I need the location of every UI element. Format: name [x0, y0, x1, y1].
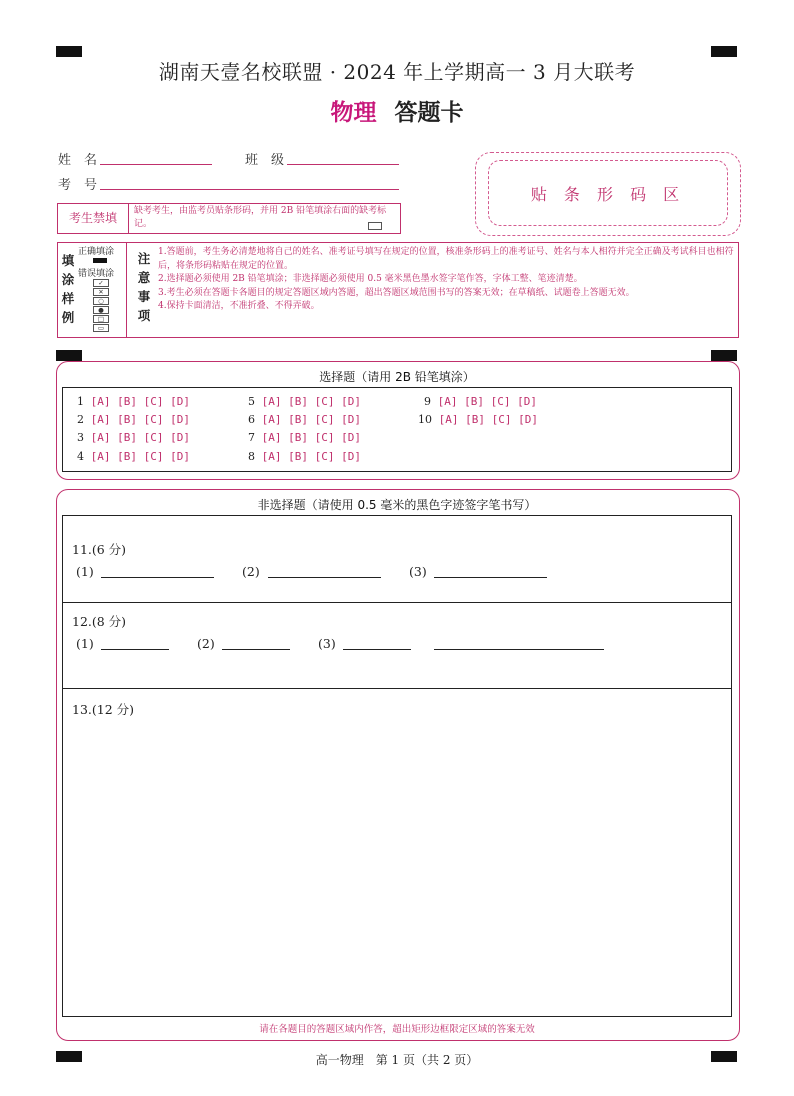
mcq-question[interactable]: 9 [A] [B] [C] [D] — [424, 395, 537, 408]
divider-vertical — [126, 243, 127, 337]
note-item: 3.考生必须在答题卡各题目的规定答题区域内答题，超出答题区域范围书写的答案无效；在草稿纸、试题卷上答题无效。 — [158, 287, 635, 298]
q11-part-1-label: (1) — [76, 564, 94, 579]
alignment-mark-mid-left — [56, 350, 82, 361]
q11-label: 11.(6 分) — [72, 542, 127, 557]
mcq-question[interactable]: 4 [A] [B] [C] [D] — [77, 450, 190, 463]
mcq-question[interactable]: 8 [A] [B] [C] [D] — [248, 450, 361, 463]
page-footer: 高一物理 第 1 页（共 2 页） — [315, 1053, 479, 1067]
mcq-question[interactable]: 6 [A] [B] [C] [D] — [248, 413, 361, 426]
q11-part-2-label: (2) — [242, 564, 260, 579]
class-label: 班 级 — [245, 153, 285, 168]
q12-part-1-answer[interactable] — [101, 649, 169, 650]
q13-label: 13.(12 分) — [72, 702, 135, 717]
answer-area-warning: 请在各题目的答题区域内作答，超出矩形边框限定区域的答案无效 — [259, 1024, 535, 1035]
mcq-question[interactable]: 7 [A] [B] [C] [D] — [248, 431, 361, 444]
card-label: 答题卡 — [394, 99, 464, 126]
mcq-question[interactable]: 2 [A] [B] [C] [D] — [77, 413, 190, 426]
notes-list — [158, 246, 734, 314]
page-title — [0, 94, 794, 127]
class-field[interactable] — [287, 164, 399, 165]
absent-mark-box[interactable] — [368, 222, 382, 230]
note-item: 1.答题前，考生务必清楚地将自己的姓名、准考证号填写在规定的位置，核准条形码上的准考证号、姓名与本人相符并完全正确及考试科目也相符后，将条形码粘贴在规定的位置。 — [158, 247, 734, 271]
q11-part-1-answer[interactable] — [101, 577, 214, 578]
alignment-mark-mid-right — [711, 350, 737, 361]
wrong-fill-label: 错误填涂 — [78, 269, 115, 279]
q11-part-3-label: (3) — [409, 564, 427, 579]
q12-part-2-label: (2) — [197, 636, 215, 651]
q12-box — [62, 601, 732, 689]
name-field[interactable] — [100, 164, 212, 165]
absent-box — [57, 203, 401, 234]
instructions-box — [57, 242, 739, 338]
exam-number-label: 考 号 — [58, 178, 98, 193]
mcq-question[interactable]: 5 [A] [B] [C] [D] — [248, 395, 361, 408]
nonmcq-title: 非选择题（请使用 0.5 毫米的黑色字迹签字笔书写） — [257, 498, 537, 512]
q12-part-3-answer[interactable] — [343, 649, 411, 650]
exam-number-field[interactable] — [100, 189, 399, 190]
q12-part-3-label: (3) — [318, 636, 336, 651]
correct-fill-label: 正确填涂 — [78, 247, 115, 257]
mcq-question[interactable]: 10 [A] [B] [C] [D] — [418, 413, 538, 426]
mcq-title: 选择题（请用 2B 铅笔填涂） — [319, 370, 475, 384]
exam-title: 湖南天壹名校联盟 · 2024 年上学期高一 3 月大联考 — [158, 60, 636, 84]
notes-title: 注 意 事 项 — [137, 251, 151, 323]
absent-label: 考生禁填 — [58, 204, 129, 233]
name-label: 姓 名 — [58, 153, 98, 168]
wrong-fill-samples: ✓ ✕ ○ ● □ ▭ — [93, 279, 109, 332]
q12-part-1-label: (1) — [76, 636, 94, 651]
q11-box — [62, 515, 732, 603]
mcq-question[interactable]: 3 [A] [B] [C] [D] — [77, 431, 190, 444]
subject-label: 物理 — [330, 99, 377, 126]
q13-box[interactable] — [62, 688, 732, 1017]
barcode-label: 贴 条 形 码 区 — [488, 160, 728, 226]
q12-part-2-answer[interactable] — [222, 649, 290, 650]
absent-instruction: 缺考考生，由监考员贴条形码，并用 2B 铅笔填涂右面的缺考标记。 — [134, 206, 387, 229]
q11-part-2-answer[interactable] — [268, 577, 381, 578]
q12-label: 12.(8 分) — [72, 614, 127, 629]
note-item: 4.保持卡面清洁，不准折叠、不得弄破。 — [158, 301, 320, 311]
correct-fill-sample — [93, 258, 107, 263]
note-item: 2.选择题必须使用 2B 铅笔填涂；非选择题必须使用 0.5 毫米黑色墨水签字笔作答，字体工整、笔迹清楚。 — [158, 274, 583, 284]
fill-example-title: 填 涂 样 例 — [61, 253, 75, 325]
mcq-question[interactable]: 1 [A] [B] [C] [D] — [77, 395, 190, 408]
q12-part-3-answer-extra[interactable] — [434, 649, 604, 650]
q11-part-3-answer[interactable] — [434, 577, 547, 578]
